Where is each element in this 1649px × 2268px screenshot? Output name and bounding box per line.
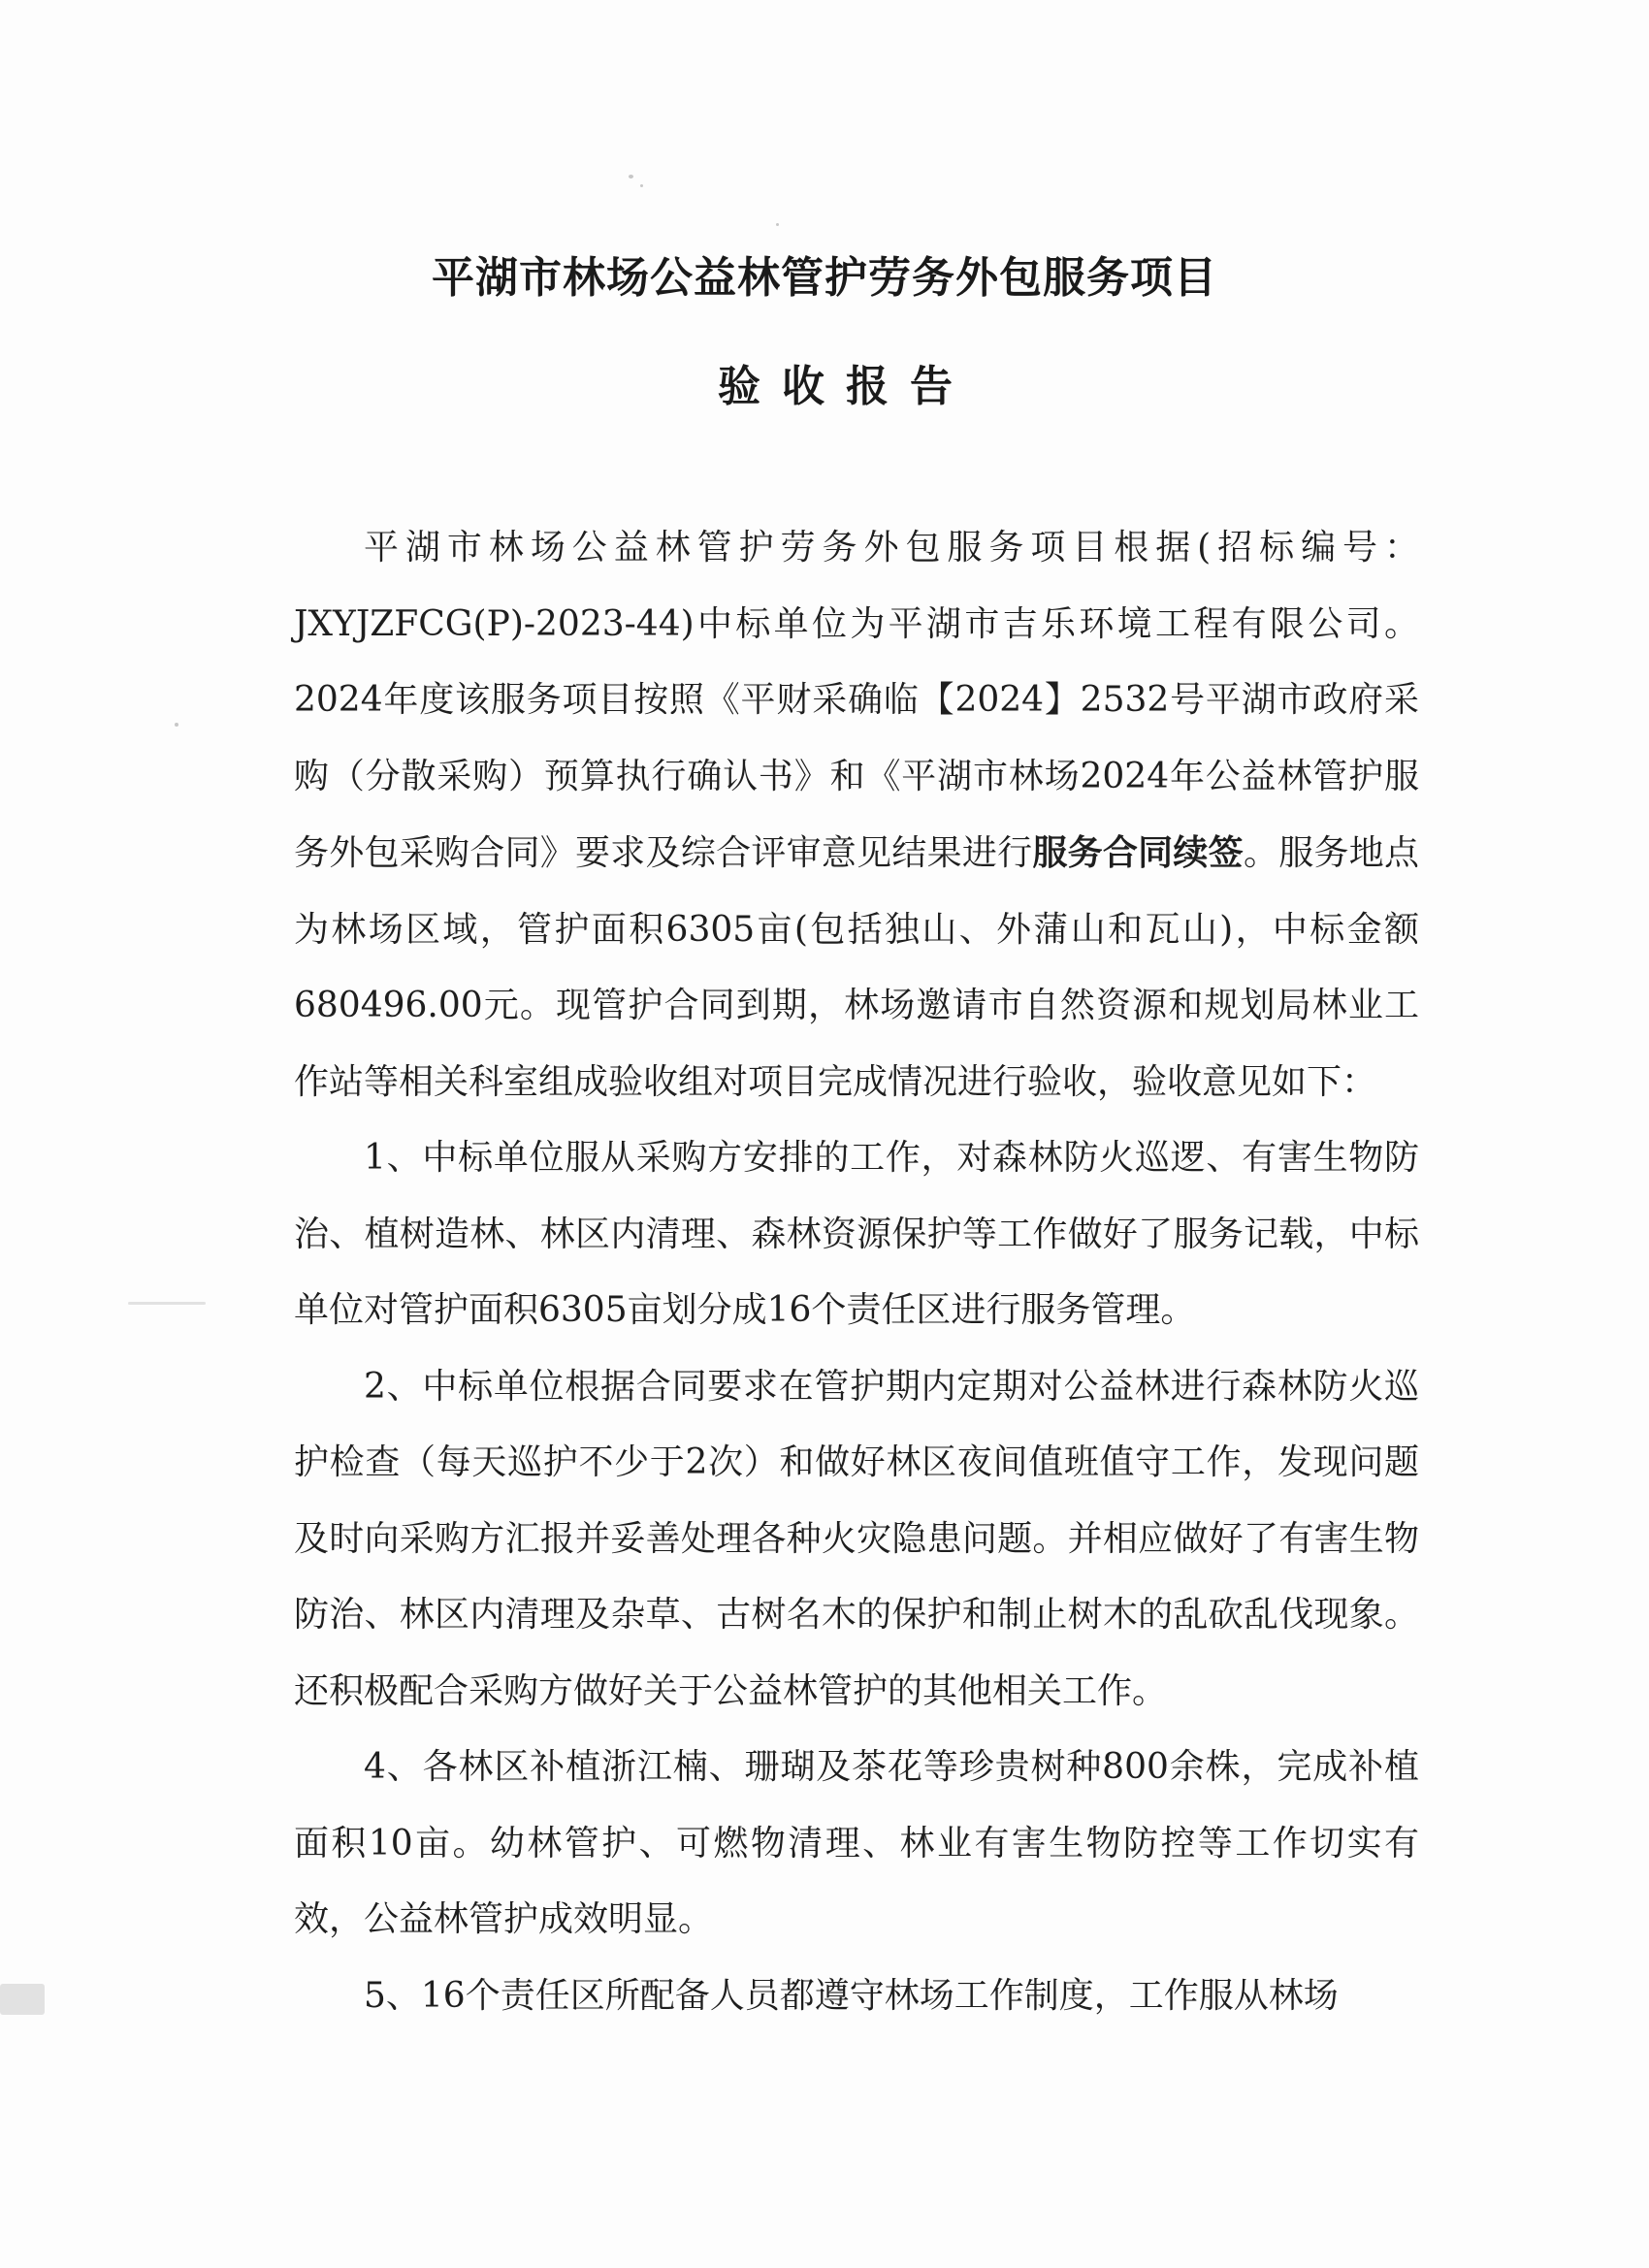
paragraph-item-2 bbox=[294, 1349, 1419, 1731]
paragraph-item-5 bbox=[294, 1959, 1419, 2035]
paragraph-item-1-text: 1、中标单位服从采购方安排的工作，对森林防火巡逻、有害生物防治、植树造林、林区内清理、森林资源保护等工作做好了服务记载，中标单位对管护面积6305亩划分成16个责任区进行服务管理。 bbox=[294, 1138, 1419, 1330]
scan-speck bbox=[175, 723, 178, 727]
paragraph-item-1 bbox=[294, 1120, 1419, 1349]
scan-speck bbox=[640, 184, 643, 187]
scan-smear bbox=[0, 1984, 45, 2015]
paragraph-intro-text-2: 。服务地点为林场区域，管护面积6305亩(包括独山、外蒲山和瓦山)，中标金额680496.00元。现管护合同到期，林场邀请市自然资源和规划局林业工作站等相关科室组成验收组对项目完成情况进行验收，验收意见如下： bbox=[294, 833, 1419, 1102]
document-body bbox=[294, 510, 1419, 2034]
paragraph-item-4 bbox=[294, 1730, 1419, 1959]
scan-speck bbox=[629, 175, 633, 178]
paragraph-item-4-text: 4、各林区补植浙江楠、珊瑚及茶花等珍贵树种800余株，完成补植面积10亩。幼林管护、可燃物清理、林业有害生物防控等工作切实有效，公益林管护成效明显。 bbox=[294, 1747, 1419, 1939]
scan-speck bbox=[776, 223, 779, 226]
document-subtitle: 验收报告 bbox=[718, 362, 974, 411]
paragraph-item-2-text: 2、中标单位根据合同要求在管护期内定期对公益林进行森林防火巡护检查（每天巡护不少于2次）和做好林区夜间值班值守工作，发现问题及时向采购方汇报并妥善处理各种火灾隐患问题。并相应做好了有害生物防治、林区内清理及杂草、古树名木的保护和制止树木的乱砍乱伐现象。还积极配合采购方做好关于公益林管护的其他相关工作。 bbox=[294, 1366, 1419, 1711]
paragraph-intro-text-1: 平湖市林场公益林管护劳务外包服务项目根据(招标编号：JXYJZFCG(P)-2023-44)中标单位为平湖市吉乐环境工程有限公司。2024年度该服务项目按照《平财采确临【2024】2532号平湖市政府采购（分散采购）预算执行确认书》和《平湖市林场2024年公益林管护服务外包采购合同》要求及综合评审意见结果进行 bbox=[294, 528, 1419, 873]
paragraph-intro bbox=[294, 510, 1419, 1120]
paragraph-item-5-text: 5、16个责任区所配备人员都遵守林场工作制度，工作服从林场 bbox=[364, 1975, 1339, 2016]
paragraph-intro-bold-text: 服务合同续签 bbox=[1032, 832, 1244, 873]
scan-smear bbox=[128, 1302, 206, 1305]
document-title: 平湖市林场公益林管护劳务外包服务项目 bbox=[432, 253, 1217, 303]
